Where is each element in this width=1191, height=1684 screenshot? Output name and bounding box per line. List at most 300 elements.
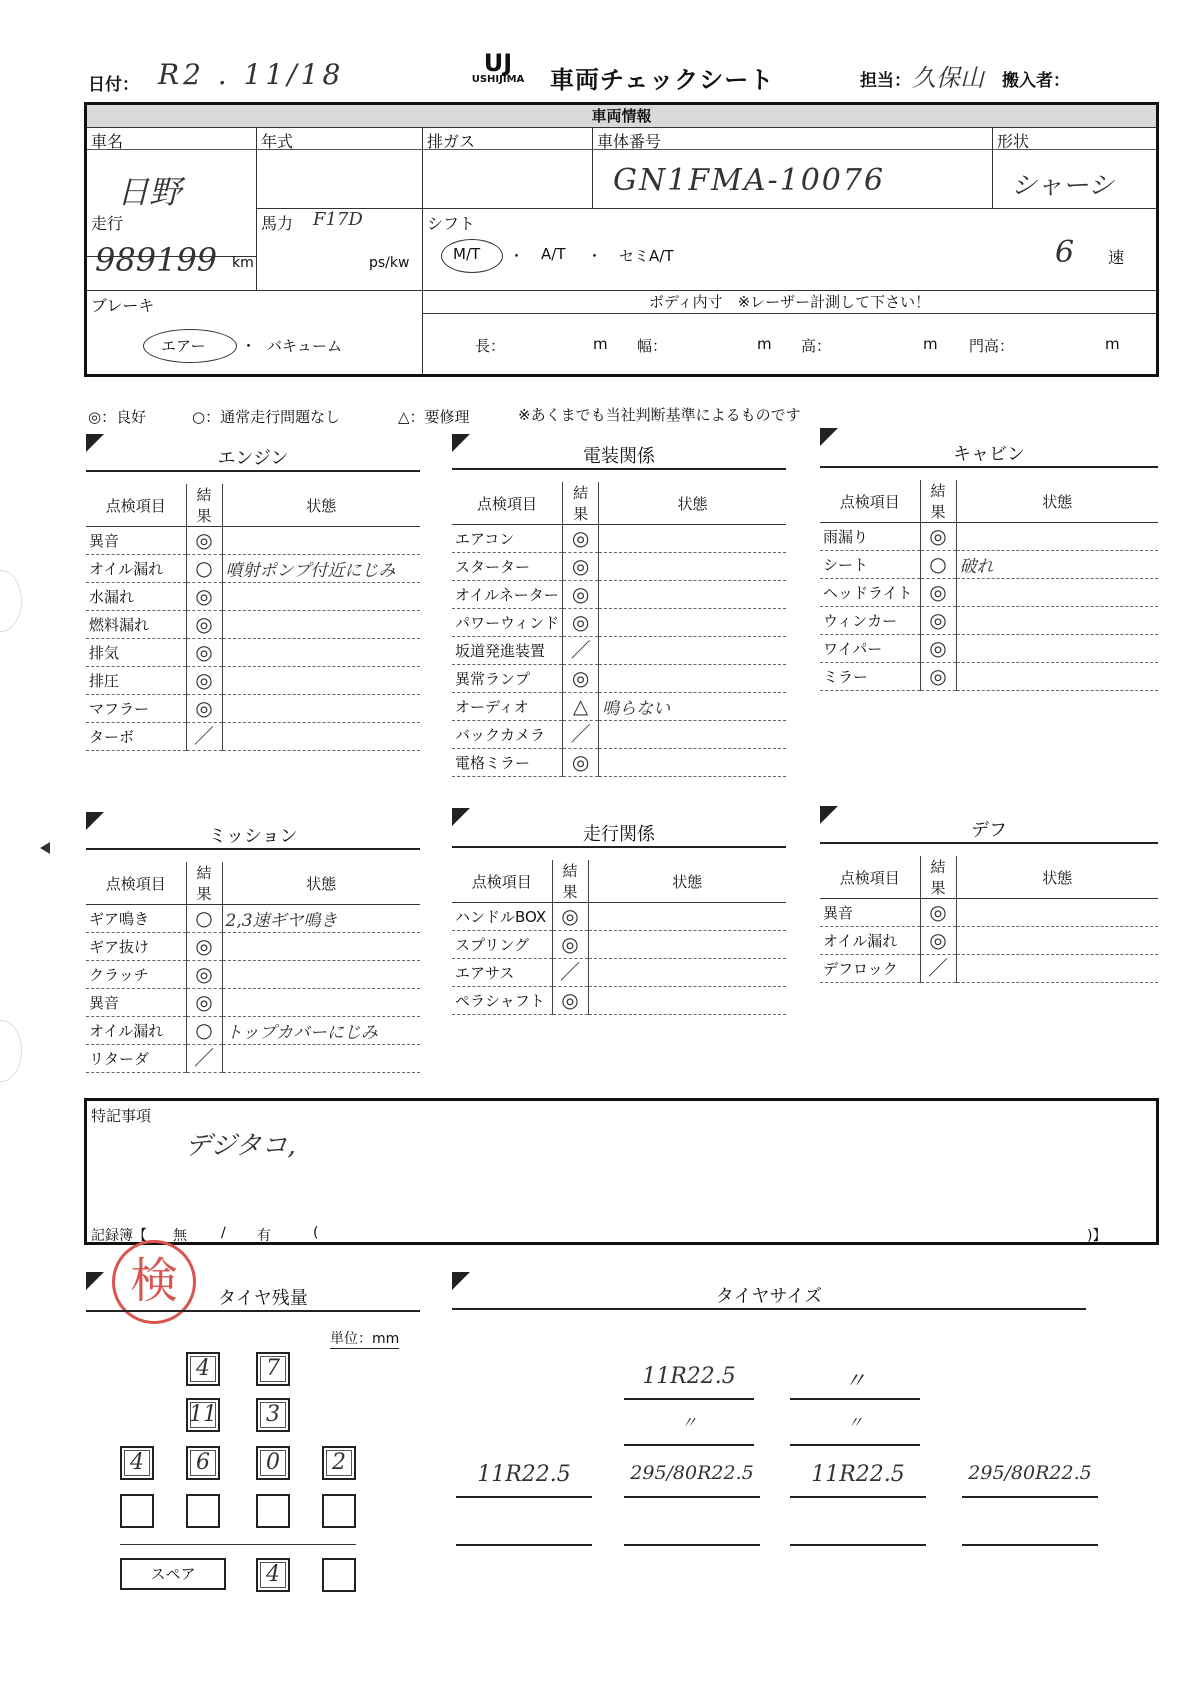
status-header: 状態 [956,480,1158,523]
check-item: クラッチ [86,961,186,989]
result-mark: ◎ [195,696,213,720]
check-status [956,899,1158,927]
tire-size-rear [624,1510,760,1546]
result-mark: ◎ [195,962,213,986]
check-item: パワーウィンド [452,609,563,637]
logo-mark: UJ [483,49,513,77]
power-note: F17D [313,209,363,230]
check-row [86,905,420,933]
check-item: ワイパー [820,635,920,663]
check-row [86,639,420,667]
check-row [452,987,786,1015]
date-label: 日付： [88,75,139,95]
record-slash: / [221,1225,226,1241]
engine-section-title: エンジン [86,444,420,472]
company-logo [468,49,528,85]
diff-section-title: デフ [820,816,1158,844]
brake-cell [87,291,423,374]
check-result [186,1045,222,1073]
check-item: ギア抜け [86,933,186,961]
check-item: ペラシャフト [452,987,552,1015]
result-mark: ◎ [929,900,947,924]
length-label: 長： [475,337,506,355]
check-status [222,611,420,639]
result-mark: ◎ [195,584,213,608]
check-result [563,637,599,665]
result-header: 結果 [563,482,599,525]
check-result [920,927,956,955]
result-header: 結果 [552,860,588,903]
tread-box: 6 [186,1446,220,1480]
check-status [588,987,786,1015]
shift-semi-at: セミA/T [619,247,674,265]
tread-box [256,1494,290,1528]
shift-cell [423,209,1156,291]
remarks-text: デジタコ, [185,1131,296,1161]
check-row [452,931,786,959]
check-result [563,553,599,581]
tire-size-front: 〃 [790,1364,920,1400]
check-row [86,1017,420,1045]
vehicle-info-title: 車両情報 [87,105,1156,128]
cabin-table [820,480,1158,691]
carrier-label: 搬入者： [1002,71,1070,91]
check-result [186,1017,222,1045]
power-unit: ps/kw [369,255,410,271]
tire-tread-title: タイヤ残量 [86,1284,420,1312]
check-row [820,551,1158,579]
check-row [86,933,420,961]
check-item: 坂道発進装置 [452,637,563,665]
check-item: リターダ [86,1045,186,1073]
logo-text: USHIJIMA [471,74,525,85]
check-item: 排気 [86,639,186,667]
check-status [222,723,420,751]
check-row [452,609,786,637]
mileage-cell [87,209,257,291]
item-header: 点検項目 [452,860,552,903]
tire-size-front: 11R22.5 [624,1364,754,1400]
check-item: 異音 [86,527,186,555]
check-row [452,581,786,609]
electric-section-title: 電装関係 [452,442,786,470]
year-label: 年式 [261,132,294,151]
running-section-title: 走行関係 [452,820,786,848]
result-mark: ◎ [929,928,947,952]
check-status [956,579,1158,607]
check-row [452,721,786,749]
result-mark: ◎ [571,554,590,578]
check-result [563,609,599,637]
check-status: 鳴らない [599,693,786,721]
result-mark: ◎ [195,612,213,636]
electric-table [452,482,786,777]
check-status [956,607,1158,635]
check-row [86,989,420,1017]
check-status: 破れ [956,551,1158,579]
spare-label: スペア [120,1558,226,1590]
result-mark: ◎ [929,608,947,632]
check-item: オイルネーター [452,581,563,609]
record-label: 記録簿【 [91,1228,147,1244]
check-item: バックカメラ [452,721,563,749]
check-result [186,723,222,751]
check-item: オイル漏れ [86,1017,186,1045]
tread-box: 3 [256,1398,290,1432]
status-header: 状態 [599,482,786,525]
result-mark: ○ [195,1018,213,1042]
check-result [186,989,222,1017]
result-mark: ／ [570,638,591,662]
mission-table [86,862,420,1073]
tire-tread-unit: 単位：mm [330,1328,399,1349]
spare-tread-box [322,1558,356,1592]
result-mark: ／ [194,1046,214,1070]
height-unit: m [923,335,938,353]
tread-box: 2 [322,1446,356,1480]
gate-height-unit: m [1105,335,1120,353]
check-status [956,927,1158,955]
check-item: スプリング [452,931,552,959]
tire-size-rear [456,1510,592,1546]
record-paren-close: )】 [1087,1228,1107,1244]
tread-box [120,1494,154,1528]
emission-label: 排ガス [427,132,476,151]
result-mark: ◎ [929,580,947,604]
emission-cell [423,127,593,209]
check-item: オイル漏れ [86,555,186,583]
shape-value: シャーシ [1011,171,1114,201]
shift-mt: M/T [453,245,481,263]
check-row [452,903,786,931]
check-row [452,693,786,721]
check-item: 燃料漏れ [86,611,186,639]
result-header: 結果 [186,862,222,905]
result-mark: ○ [195,906,213,930]
result-mark: ／ [560,960,580,984]
tire-size-rear [790,1510,926,1546]
result-header: 結果 [920,856,956,899]
maker-value: 日野 [117,173,182,211]
check-result [563,525,599,553]
legend-note: ※あくまでも当社判断基準によるものです [518,406,801,424]
check-row [86,961,420,989]
mileage-value: 989199 [95,241,218,279]
tread-box [322,1494,356,1528]
status-header: 状態 [956,856,1158,899]
cabin-section-title: キャビン [820,440,1158,468]
item-header: 点検項目 [86,862,186,905]
tread-box: 11 [186,1398,220,1432]
check-row [452,959,786,987]
length-unit: m [593,335,608,353]
check-status [222,527,420,555]
check-item: エアコン [452,525,563,553]
check-status [222,961,420,989]
gate-height-label: 門高： [969,337,1015,355]
tire-size-rear: 295/80R22.5 [624,1462,760,1498]
tire-size-rear [962,1510,1098,1546]
running-table [452,860,786,1015]
center-marker-icon [40,842,50,854]
check-item: 水漏れ [86,583,186,611]
item-header: 点検項目 [452,482,563,525]
tread-box [186,1494,220,1528]
check-status [599,525,786,553]
check-row [820,523,1158,551]
check-result [920,551,956,579]
check-status [956,955,1158,983]
inspection-stamp: 検 [112,1240,196,1324]
check-result [920,663,956,691]
check-result [186,583,222,611]
check-result [186,695,222,723]
result-mark: ◎ [561,988,579,1012]
shape-label: 形状 [997,132,1030,151]
check-item: ギア鳴き [86,905,186,933]
check-item: 排圧 [86,667,186,695]
item-header: 点検項目 [86,484,186,527]
check-result [552,931,588,959]
check-status [222,695,420,723]
record-yes: 有 [257,1228,271,1244]
chassis-value: GN1FMA-10076 [613,163,886,198]
check-status [599,749,786,777]
check-status [222,933,420,961]
check-status [222,639,420,667]
check-row [86,695,420,723]
item-header: 点検項目 [820,856,920,899]
check-row [452,749,786,777]
check-item: 異常ランプ [452,665,563,693]
tread-box: 4 [186,1352,220,1386]
record-none: 無 [173,1228,187,1244]
chassis-label: 車体番号 [597,132,662,151]
vehicle-info-table [84,102,1159,377]
check-result [920,523,956,551]
result-mark: ◎ [929,524,947,548]
check-row [452,665,786,693]
check-status: トップカバーにじみ [222,1017,420,1045]
check-row [452,553,786,581]
check-item: 雨漏り [820,523,920,551]
result-mark: ○ [195,556,213,580]
shift-at: A/T [541,245,566,263]
check-item: シート [820,551,920,579]
check-row [86,1045,420,1073]
check-result [186,527,222,555]
check-item: ヘッドライト [820,579,920,607]
gears-value: 6 [1055,235,1075,270]
result-mark: ◎ [929,664,947,688]
remarks-label: 特記事項 [91,1107,152,1125]
check-row [86,723,420,751]
record-paren-open: ( [313,1225,319,1241]
tread-box: 4 [120,1446,154,1480]
check-status [599,665,786,693]
width-unit: m [757,335,772,353]
check-row [820,607,1158,635]
tread-box: 7 [256,1352,290,1386]
check-item: 電格ミラー [452,749,563,777]
check-status: 2,3速ギヤ鳴き [222,905,420,933]
body-dimension-cell [423,291,1156,374]
check-item: スターター [452,553,563,581]
check-result [552,903,588,931]
item-header: 点検項目 [820,480,920,523]
check-result [563,749,599,777]
check-status [222,989,420,1017]
check-row [820,899,1158,927]
brake-vacuum: バキューム [267,337,343,355]
punch-hole [0,1020,22,1082]
spare-tread-box: 4 [256,1558,290,1592]
check-row [820,663,1158,691]
tire-size-front: 〃 [790,1410,920,1446]
check-result [186,961,222,989]
result-header: 結果 [186,484,222,527]
legend-repair: △：要修理 [398,408,470,426]
check-status [599,721,786,749]
check-status [956,635,1158,663]
body-dimension-label: ボディ内寸 ※レーザー計測して下さい！ [423,291,1156,314]
check-status [599,609,786,637]
check-result [563,581,599,609]
tire-size-rear: 295/80R22.5 [962,1462,1098,1498]
tire-size-title: タイヤサイズ [452,1282,1086,1310]
check-status [588,903,786,931]
result-mark: ◎ [929,636,947,660]
result-mark: ／ [194,724,214,748]
check-result [920,899,956,927]
check-row [820,955,1158,983]
result-mark: ◎ [571,526,590,550]
tire-size-front: 〃 [624,1410,754,1446]
check-result [563,665,599,693]
check-status [222,667,420,695]
maker-label: 車名 [91,132,124,151]
check-row [86,667,420,695]
check-row [820,927,1158,955]
height-label: 高： [801,337,832,355]
result-mark: ◎ [571,582,590,606]
status-header: 状態 [222,484,420,527]
shape-cell [993,127,1156,209]
check-result [186,639,222,667]
mileage-unit: km [232,255,254,271]
check-row [820,635,1158,663]
check-item: オーディオ [452,693,563,721]
legend-ok: ○：通常走行問題なし [192,408,341,426]
check-result [552,987,588,1015]
check-result [563,721,599,749]
check-item: オイル漏れ [820,927,920,955]
mileage-label: 走行 [91,214,124,233]
check-status [956,523,1158,551]
result-header: 結果 [920,480,956,523]
staff-value: 久保山 [912,64,984,92]
year-cell [257,127,423,209]
check-result [186,555,222,583]
punch-hole [0,570,22,632]
remarks-box [84,1098,1159,1245]
check-item: デフロック [820,955,920,983]
result-mark: ◎ [571,750,590,774]
result-mark: ◎ [571,610,590,634]
page-title: 車両チェックシート [550,66,775,94]
check-result [186,611,222,639]
check-row [86,611,420,639]
check-status [222,1045,420,1073]
check-result [186,933,222,961]
check-result [186,667,222,695]
check-status [588,959,786,987]
check-result [920,579,956,607]
check-row [452,637,786,665]
shift-label: シフト [427,214,476,233]
check-row [86,527,420,555]
staff-label: 担当： [860,71,911,91]
status-header: 状態 [588,860,786,903]
check-item: ウィンカー [820,607,920,635]
check-status [599,637,786,665]
check-result [186,905,222,933]
result-mark: ◎ [195,990,213,1014]
result-mark: ◎ [561,932,579,956]
status-header: 状態 [222,862,420,905]
check-status [588,931,786,959]
result-mark: ◎ [561,904,579,928]
result-mark: ◎ [195,528,213,552]
check-result [552,959,588,987]
check-item: ミラー [820,663,920,691]
diff-table [820,856,1158,983]
tire-size-rear: 11R22.5 [790,1462,926,1498]
result-mark: ◎ [195,668,213,692]
power-label: 馬力 [261,214,294,233]
check-item: 異音 [820,899,920,927]
check-row [452,525,786,553]
check-item: エアサス [452,959,552,987]
result-mark: ／ [928,956,948,980]
power-cell [257,209,423,291]
engine-table [86,484,420,751]
result-mark: ◎ [571,666,590,690]
check-status [599,581,786,609]
check-status [599,553,786,581]
legend-good: ◎：良好 [88,408,147,426]
check-status [222,583,420,611]
result-mark: ◎ [195,934,213,958]
check-row [86,583,420,611]
shift-dot-1: ・ [509,247,525,265]
tread-box: 0 [256,1446,290,1480]
check-status: 噴射ポンプ付近にじみ [222,555,420,583]
check-result [920,607,956,635]
width-label: 幅： [637,337,668,355]
brake-label: ブレーキ [91,296,155,315]
check-result [920,955,956,983]
check-item: マフラー [86,695,186,723]
chassis-cell [593,127,993,209]
result-mark: ／ [570,722,591,746]
mission-section-title: ミッション [86,822,420,850]
result-mark: ○ [929,552,947,576]
date-value: R2 . 11/18 [158,58,345,91]
check-item: ハンドルBOX [452,903,552,931]
gears-unit: 速 [1108,248,1125,267]
check-result [920,635,956,663]
